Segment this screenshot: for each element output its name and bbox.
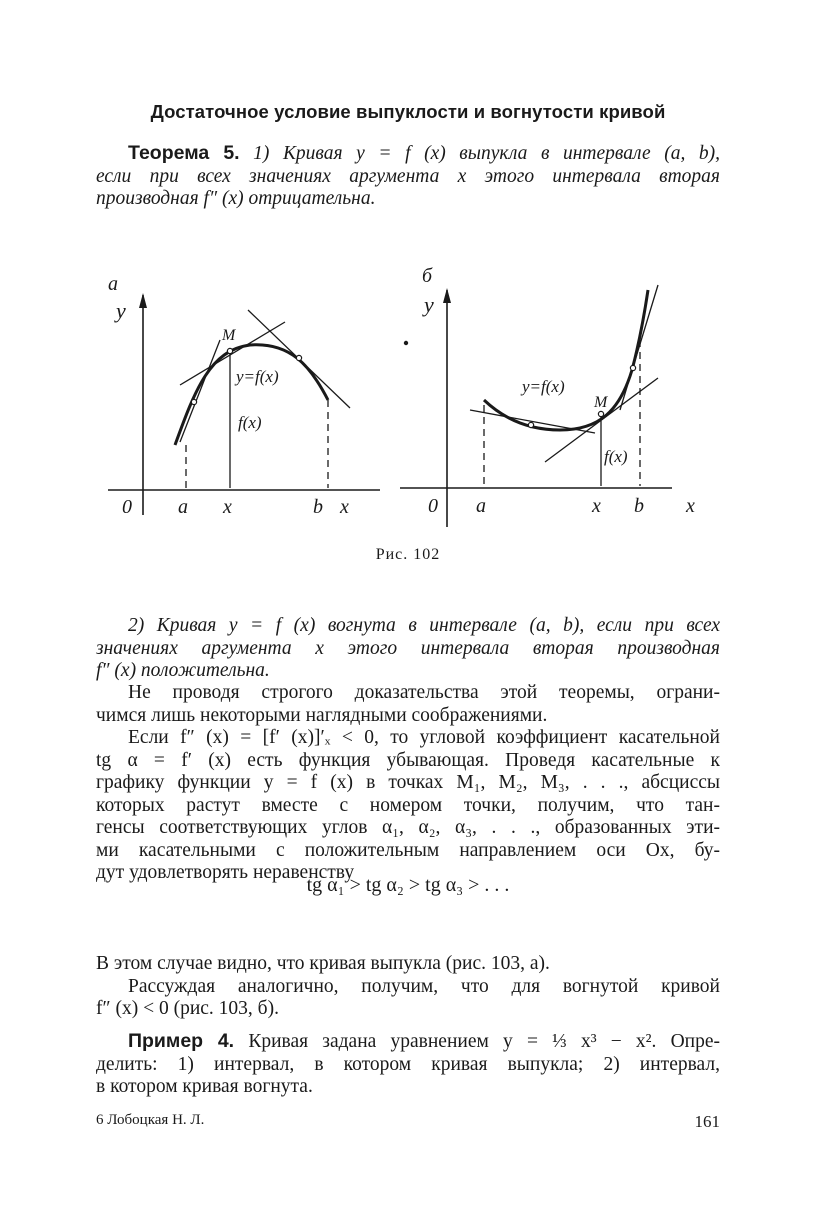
point-m-label-b: M [594, 394, 608, 411]
tangent-point-1-b [528, 422, 533, 427]
figure-panel-b [400, 265, 695, 527]
concave-curve-b [484, 290, 648, 430]
part2-paragraph [96, 615, 720, 683]
after-line-2: Рассуждая аналогично, получим, что для вогнутой кривой [128, 975, 720, 997]
panel-label-b: б [422, 265, 433, 287]
inequality-formula: tg α₁ > tg α₂ > tg α₃ > . . . [306, 874, 510, 896]
point-m-label-a: M [222, 327, 236, 344]
after-paragraph [96, 953, 720, 1021]
theorem-line-3: производная f″ (x) отрицательна. [96, 188, 376, 209]
body1-line-2: чимся лишь некоторыми наглядными соображениями. [96, 704, 548, 726]
part2-line-1: 2) Кривая y = f (x) вогнута в интервале (a, b), если при всех [128, 615, 720, 636]
curve-label-a: y=f(x) [236, 367, 279, 386]
tangent-point-3-a [296, 355, 301, 360]
page-number: 161 [694, 1112, 720, 1131]
ordinate-label-a: f(x) [238, 413, 262, 432]
tangent-left-a [180, 340, 220, 442]
point-m-b [598, 411, 603, 416]
example-line-3: в котором кривая вогнута. [96, 1076, 313, 1097]
tangent-left-b [470, 410, 595, 433]
speck-dot [404, 341, 408, 345]
theorem-paragraph [96, 142, 720, 211]
body2-line-6: ми касательными с положительным направлением оси Ox, бу- [96, 839, 720, 861]
tick-label-x-b: x [592, 495, 601, 517]
example-paragraph [96, 1030, 720, 1099]
figure-caption: Рис. 102 [375, 546, 441, 563]
tangent-point-3-b [630, 365, 635, 370]
tangent-right-b [620, 285, 658, 410]
curve-label-b: y=f(x) [522, 377, 565, 396]
y-axis-label-b: y [424, 292, 434, 317]
point-m-a [227, 348, 232, 353]
body-paragraph-1 [96, 682, 720, 727]
body2-line-7: дут удовлетворять неравенству [96, 862, 355, 883]
y-axis-label-a: y [116, 298, 126, 323]
part2-line-3: f″ (x) положительна. [96, 660, 270, 681]
section-heading: Достаточное условие выпуклости и вогнутости кривой [150, 101, 666, 122]
body2-line-5: генсы соответствующих углов α₁, α₂, α₃, . . ., образованных эти- [96, 817, 720, 838]
body2-line-3: графику функции y = f (x) в точках M₁, M₂, M₃, . . ., абсциссы [96, 772, 720, 793]
theorem-label: Теорема 5. [128, 142, 240, 164]
body-paragraph-2 [96, 727, 720, 885]
example-line-1: Пример 4. Кривая задана уравнением y = ⅓ x³ − x². Опре- [128, 1030, 720, 1052]
tick-label-x-a: x [223, 496, 232, 518]
body1-line-1: Не проводя строгого доказательства этой теоремы, ограни- [128, 682, 720, 703]
figure-102 [0, 260, 816, 535]
example-line-2: делить: 1) интервал, в котором кривая выпукла; 2) интервал, [96, 1053, 720, 1075]
after-line-1: В этом случае видно, что кривая выпукла (рис. 103, а). [96, 953, 550, 974]
body2-line-4: которых растут вместе с номером точки, получим, что тан- [96, 794, 720, 816]
tick-label-a-b: a [476, 495, 486, 517]
body2-line-2: tg α = f′ (x) есть функция убывающая. Проведя касательные к [96, 749, 720, 771]
x-axis-label-a: x [340, 496, 349, 518]
theorem-line-2: если при всех значениях аргумента x этого интервала вторая [96, 165, 720, 187]
tick-label-b-a: b [313, 496, 323, 518]
after-line-3: f″ (x) < 0 (рис. 103, б). [96, 998, 279, 1019]
theorem-line-1: Теорема 5. 1) Кривая y = f (x) выпукла в интервале (a, b), [128, 142, 720, 164]
x-axis-label-b: x [686, 495, 695, 517]
example-label: Пример 4. [128, 1030, 235, 1052]
footer-signature: 6 Лобоцкая Н. Л. [96, 1112, 205, 1128]
origin-label-b: 0 [428, 495, 438, 517]
body2-line-1: Если f″ (x) = [f′ (x)]′ₓ < 0, то угловой коэффициент касательной [128, 727, 720, 748]
tick-label-a-a: a [178, 496, 188, 518]
figure-panel-a [108, 273, 380, 518]
ordinate-label-b: f(x) [604, 447, 628, 466]
panel-label-a: а [108, 273, 118, 295]
tick-label-b-b: b [634, 495, 644, 517]
origin-label-a: 0 [122, 496, 132, 518]
tangent-point-1-a [191, 399, 196, 404]
part2-line-2: значениях аргумента x этого интервала вторая производная [96, 637, 720, 659]
